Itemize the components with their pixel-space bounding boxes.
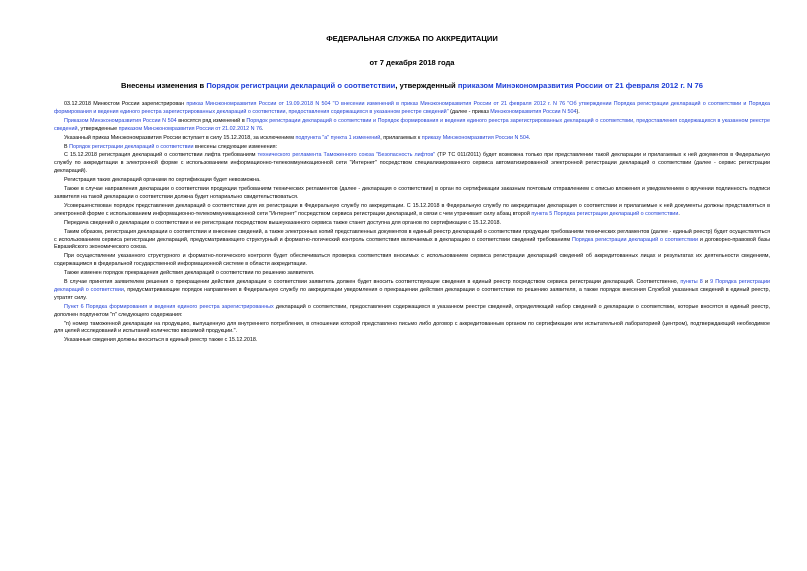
document-link[interactable]: Порядка регистрации деклараций о соответствии	[572, 236, 699, 243]
paragraph-text: .	[678, 210, 680, 217]
paragraph	[54, 304, 770, 320]
paragraph-text: Также изменен порядок прекращения действия деклараций о соответствии по решению заявителя.	[64, 270, 315, 277]
document-headline	[54, 81, 770, 91]
paragraph-text: деклараций о соответствии, предоставления содержащихся в указанном реестре сведений, определяющий набор сведений о декларации о соответствии, которые вносятся в единый реестр, дополнен подпунктом "п" следующего содержания:	[54, 303, 770, 318]
paragraph-text: , предусматривающие порядок направления в Федеральную службу по аккредитации уведомления о прекращении действия декларации о соответствии по решению заявителя, а также порядок внесения Службой указанных сведений в единый реестр, утратят силу.	[54, 286, 770, 301]
paragraph	[54, 270, 770, 278]
paragraph	[54, 135, 770, 143]
document-link[interactable]: приказом Минэкономразвития России от 21.02.2012 N 76	[118, 125, 263, 132]
paragraph	[54, 177, 770, 185]
document-link[interactable]: Порядок регистрации деклараций о соответствии	[69, 143, 194, 150]
paragraph-text: При осуществлении указанного структурного и форматно-логического контроля будет обеспечиваться проверка соответствия вносимых с использованием сервиса регистрации деклараций сведений об аккредитованных лицах и результатах их деятельности сведениям, содержащимся в федеральной государственной информационной системе в области аккредитации.	[54, 253, 770, 268]
paragraph-text: внесены следующие изменения:	[193, 143, 278, 150]
paragraph-text: Регистрация таких деклараций органами по сертификации будет невозможна.	[64, 177, 261, 184]
paragraph	[54, 101, 770, 117]
document-page	[54, 34, 770, 346]
headline-link-procedure[interactable]: Порядок регистрации деклараций о соответствии	[206, 81, 396, 90]
paragraph	[54, 229, 770, 253]
headline-text-pre: Внесены изменения в	[121, 81, 207, 90]
document-link[interactable]: Пункт 6 Порядка формирования и ведения единого реестра зарегистрированных	[64, 303, 274, 310]
headline-link-order[interactable]: приказом Минэкономразвития России от 21 февраля 2012 г. N 76	[457, 81, 703, 90]
document-date: от 7 декабря 2018 года	[369, 58, 455, 67]
paragraph	[54, 186, 770, 202]
paragraph	[54, 144, 770, 152]
document-link[interactable]: подпункта "а" пункта 1 изменений	[295, 134, 381, 141]
headline-text-mid: , утвержденный	[395, 81, 458, 90]
document-link[interactable]: пункта 5 Порядка регистрации деклараций о соответствии	[531, 210, 679, 217]
document-link[interactable]: технического регламента Таможенного союза "Безопасность лифтов"	[257, 152, 436, 159]
paragraph	[54, 220, 770, 228]
paragraph-text: .	[262, 125, 264, 132]
document-link[interactable]: приказ Минэкономразвития России от 19.09.2018 N 504 "О внесении изменений в приказ Минэкономразвития России от 21 февраля 2012 г. N 76 "Об утверждении Порядка регистрации деклараций о соответствии и Порядка формирования и ведения единого реестра зарегистрированных деклараций о соответствии, предоставления содержащихся в указанном реестре сведений"	[54, 101, 770, 115]
paragraph-text: .	[528, 134, 531, 141]
paragraph-text: Таким образом, регистрация декларации о соответствии и внесение сведений, а также электронных копий представленных документов в единый реестр деклараций о соответствии продукции требованиям технических регламентов (далее - единый реестр) будет осуществляться с использованием сервиса регистрации деклараций, предусматривающего структурный и форматно-логический контроль соответствия включаемых в декларацию о соответствии сведений требованиям	[54, 228, 770, 243]
document-link[interactable]: Приказом Минэкономразвития России N 504	[64, 117, 177, 124]
paragraph	[54, 203, 770, 219]
document-body	[54, 101, 770, 345]
paragraph	[54, 253, 770, 269]
paragraph-text: (далее - приказ	[448, 108, 491, 115]
document-link[interactable]: пункты 8	[680, 279, 703, 286]
paragraph-text: (ТР ТС 011/2011) будет возможна только при представлении такой декларации и прилагаемых к ней документов в Федеральную службу по аккредитации в электронной форме с использованием информационно-телекоммуникационной сети "Интернет" посредством специализированного сервиса автоматизированной электронной регистрации деклараций о соответствии (далее - сервис регистрации деклараций).	[54, 152, 770, 175]
document-title: ФЕДЕРАЛЬНАЯ СЛУЖБА ПО АККРЕДИТАЦИИ	[326, 34, 498, 43]
paragraph	[54, 152, 770, 176]
paragraph	[54, 321, 770, 337]
paragraph-text: и договорно-правовой базы Евразийского экономического союза.	[54, 236, 771, 251]
paragraph-text: Указанный приказ Минэкономразвития России вступает в силу 15.12.2018, за исключением	[64, 134, 296, 141]
document-link[interactable]: Порядок регистрации деклараций о соответствии и Порядок формирования и ведения единого реестра зарегистрированных деклараций о соответствии, предоставления содержащихся в указанном реестре сведений	[54, 117, 770, 132]
paragraph-text: , прилагаемых к	[380, 134, 422, 141]
paragraph-text: ).	[576, 108, 580, 115]
paragraph	[54, 118, 770, 134]
paragraph-text: Также в случае направления декларации о соответствии продукции требованиям технических регламентов (далее - декларация о соответствии) в орган по сертификации заказным почтовым отправлением с описью вложения и уведомлением о вручении подлинность подписи заявителя на такой декларации о соответствии должна будет нотариально свидетельствоваться.	[54, 186, 770, 200]
paragraph-text: С 15.12.2018 регистрация деклараций о соответствии лифта требованиям	[64, 152, 258, 159]
paragraph-text: 03.12.2018 Минюстом России зарегистрирован	[64, 101, 187, 107]
document-link[interactable]: Минэкономразвития России N 504	[490, 108, 577, 115]
paragraph-text: "п) номер таможенной декларации на продукцию, выпущенную для внутреннего потребления, в отношении которой представлено письмо либо договор с аккредитованным органом по сертификации или испытательной лабораторией (центром), подтверждающий необходимое для целей исследований и испытаний количество ввозимой продукции.".	[54, 320, 770, 335]
paragraph-text: Передача сведений о декларации о соответствии и ее регистрации посредством вышеуказанного сервиса также станет доступна для органов по сертификации с 15.12.2018.	[64, 219, 501, 226]
paragraph	[54, 279, 770, 303]
paragraph-text: В случае принятия заявителем решения о прекращении действия декларации о соответствии заявитель должен будет вносить соответствующие сведения в единый реестр посредством сервиса регистрации деклараций. Соответственно,	[64, 279, 681, 286]
paragraph-text: вносятся ряд изменений в	[176, 117, 247, 124]
document-link[interactable]: 9 Порядка регистрации деклараций о соответствии	[54, 279, 770, 293]
paragraph-text: Усовершенствован порядок представления деклараций о соответствии для их регистрации в Федеральную службу по аккредитации. С 15.12.2018 в Федеральную службу по аккредитации декларация о соответствии и прилагаемые к ней документы должны представляться в электронной форме с использованием информационно-телекоммуникационной сети "Интернет" посредством сервиса регистрации деклараций, в связи с чем утрачивает силу абзац второй	[54, 202, 770, 217]
paragraph-text: В	[64, 143, 70, 150]
paragraph	[54, 337, 770, 345]
paragraph-text: , утвержденные	[77, 125, 119, 132]
document-link[interactable]: приказу Минэкономразвития России N 504	[421, 134, 529, 141]
paragraph-text: Указанные сведения должны вноситься в единый реестр также с 15.12.2018.	[64, 337, 258, 344]
paragraph-text: и	[702, 279, 711, 286]
